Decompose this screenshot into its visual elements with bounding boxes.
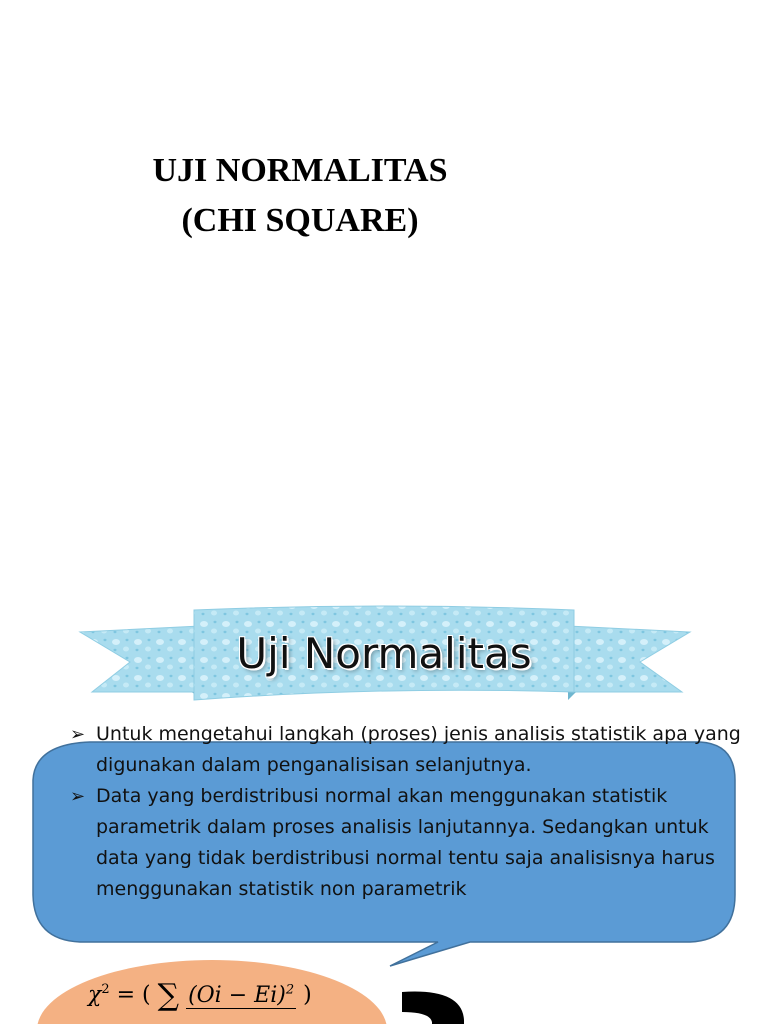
- formula-close: ): [303, 982, 312, 1008]
- chi-square-formula: [88, 978, 312, 1013]
- numerator-text: (Oi − Ei): [188, 983, 286, 1009]
- chi-exponent: 2: [101, 982, 110, 998]
- ribbon-right-tail: [568, 626, 690, 692]
- ribbon-right-fold: [568, 692, 576, 700]
- list-item: [70, 781, 750, 905]
- arrow-bullet-icon: ➢: [70, 786, 86, 807]
- bullet-list: [70, 719, 750, 905]
- title-line-2: (CHI SQUARE): [181, 202, 419, 239]
- page-title: [0, 146, 600, 246]
- bullet-text: Data yang berdistribusi normal akan menggunakan statistik parametrik dalam proses analisis lanjutannya. Sedangkan untuk data yang tidak berdistribusi normal tentu saja analisisnya harus menggunakan statistik non parametrik: [96, 785, 715, 900]
- formula-fraction: [186, 983, 296, 1008]
- formula-numerator: [186, 983, 296, 1009]
- banner-title: Uji Normalitas: [236, 629, 532, 678]
- numerator-exponent: 2: [285, 982, 295, 998]
- arrow-bullet-icon: ➢: [70, 724, 86, 745]
- list-item: [70, 719, 750, 781]
- title-line-1: UJI NORMALITAS: [152, 152, 448, 189]
- ribbon-left-tail: [80, 626, 200, 692]
- bullet-text: Untuk mengetahui langkah (proses) jenis analisis statistik apa yang digunakan dalam penganalisisan selanjutnya.: [96, 723, 741, 776]
- chi-symbol: χ: [88, 982, 102, 1008]
- formula-equals: = (: [116, 982, 151, 1008]
- sigma-symbol: ∑: [157, 978, 180, 1013]
- black-arrow-shape: [402, 992, 464, 1024]
